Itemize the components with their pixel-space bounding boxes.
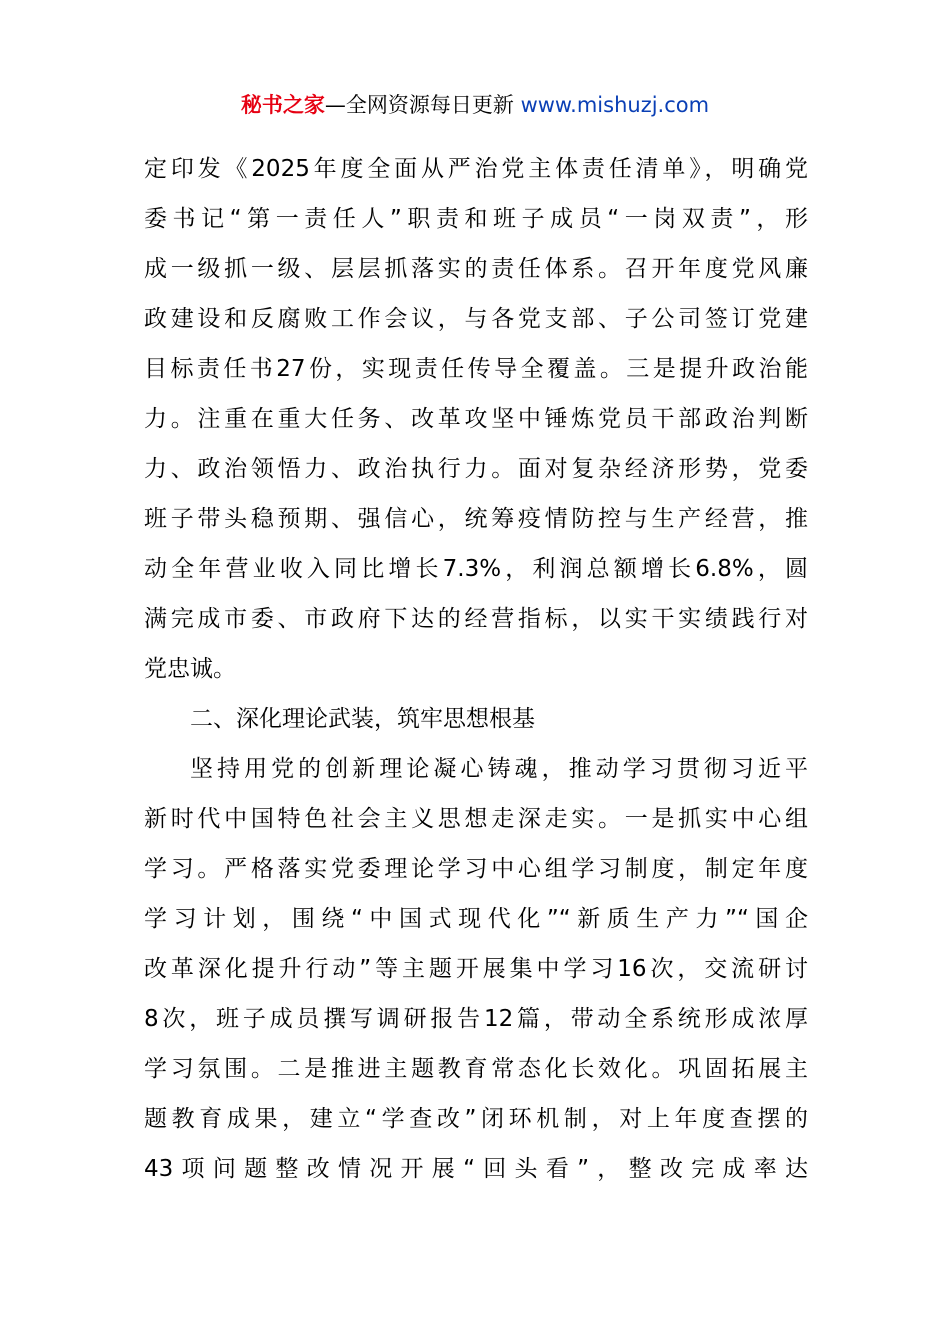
text-line: 委书记“第一责任人”职责和班子成员“一岗双责”，形 bbox=[144, 206, 808, 232]
text-line: 43项问题整改情况开展“回头看”，整改完成率达 bbox=[144, 1156, 808, 1182]
brand-name: 秘书之家 bbox=[240, 93, 325, 117]
text-line: 定印发《2025年度全面从严治党主体责任清单》，明确党 bbox=[144, 156, 808, 182]
section-heading: 二、深化理论武装，筑牢思想根基 bbox=[190, 706, 535, 732]
text-line: 学习计划，围绕“中国式现代化”“新质生产力”“国企 bbox=[144, 906, 808, 932]
text-line: 学习氛围。二是推进主题教育常态化长效化。巩固拓展主 bbox=[144, 1056, 808, 1082]
site-url-link[interactable]: www.mishuzj.com bbox=[520, 93, 710, 117]
header-tagline: —全网资源每日更新 bbox=[324, 93, 521, 117]
text-line: 8次，班子成员撰写调研报告12篇，带动全系统形成浓厚 bbox=[144, 1006, 808, 1032]
text-line: 班子带头稳预期、强信心，统筹疫情防控与生产经营，推 bbox=[144, 506, 808, 532]
text-line: 满完成市委、市政府下达的经营指标，以实干实绩践行对 bbox=[144, 606, 808, 632]
text-line: 力。注重在重大任务、改革攻坚中锤炼党员干部政治判断 bbox=[144, 406, 808, 432]
text-line: 成一级抓一级、层层抓落实的责任体系。召开年度党风廉 bbox=[144, 256, 808, 282]
text-line: 政建设和反腐败工作会议，与各党支部、子公司签订党建 bbox=[144, 306, 808, 332]
text-line: 目标责任书27份，实现责任传导全覆盖。三是提升政治能 bbox=[144, 356, 808, 382]
text-line: 改革深化提升行动”等主题开展集中学习16次，交流研讨 bbox=[144, 956, 808, 982]
page-header bbox=[0, 89, 950, 121]
text-line: 力、政治领悟力、政治执行力。面对复杂经济形势，党委 bbox=[144, 456, 808, 482]
text-line: 新时代中国特色社会主义思想走深走实。一是抓实中心组 bbox=[144, 806, 808, 832]
text-line: 动全年营业收入同比增长7.3%，利润总额增长6.8%，圆 bbox=[144, 556, 808, 582]
document-body bbox=[144, 144, 808, 1194]
paragraph-first-line: 坚持用党的创新理论凝心铸魂，推动学习贯彻习近平 bbox=[190, 756, 808, 782]
text-line: 学习。严格落实党委理论学习中心组学习制度，制定年度 bbox=[144, 856, 808, 882]
paragraph-end-line: 党忠诚。 bbox=[144, 656, 236, 682]
text-line: 题教育成果，建立“学查改”闭环机制，对上年度查摆的 bbox=[144, 1106, 808, 1132]
